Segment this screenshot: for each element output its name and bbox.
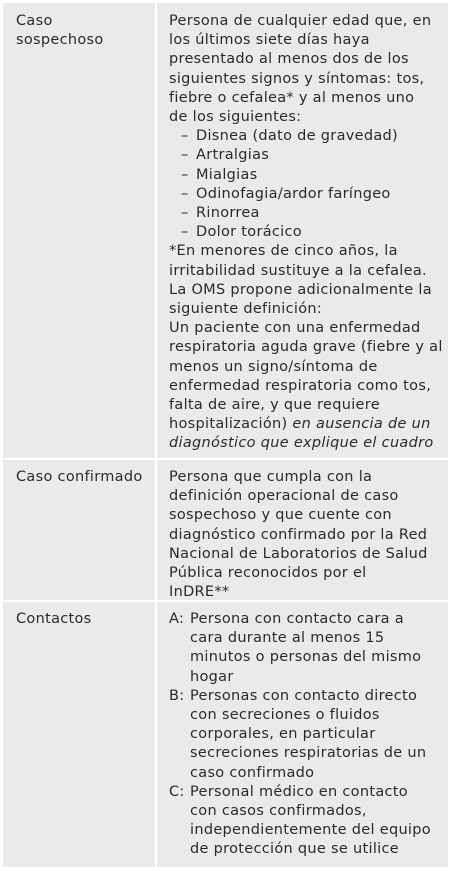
item-text: corporales, en particular	[190, 726, 376, 743]
text-line: los últimos siete días haya	[169, 32, 370, 49]
row-description	[169, 12, 445, 454]
row-label	[16, 468, 151, 487]
text-line: Pública reconocidos por el	[169, 565, 367, 582]
lettered-item-line	[169, 783, 445, 802]
row-label-line: Caso confirmado	[16, 469, 143, 485]
item-letter: B:	[169, 687, 185, 704]
item-text: cara durante al menos 15	[190, 630, 385, 647]
text-line: La OMS propone adicionalmente la	[169, 281, 432, 298]
text-line: menos un signo/síntoma de	[169, 358, 378, 375]
table-row-caso-confirmado	[3, 459, 448, 601]
symptom-text: Odinofagia/ardor faríngeo	[196, 185, 391, 202]
symptom-list-item	[169, 127, 445, 146]
text-line	[169, 415, 445, 434]
text-line: Nacional de Laboratorios de Salud	[169, 545, 428, 562]
item-letter: C:	[169, 783, 185, 800]
text-line: presentado al menos dos de los	[169, 51, 409, 68]
row-description	[169, 468, 445, 602]
text-line: Un paciente con una enfermedad	[169, 320, 421, 337]
table-row-caso-sospechoso	[3, 3, 448, 459]
symptom-list-item	[169, 223, 445, 242]
symptom-text: Dolor torácico	[196, 224, 302, 241]
row-label-line: sospechoso	[16, 32, 104, 49]
item-text: de protección que se utilice	[190, 841, 399, 858]
lettered-item-line	[169, 687, 445, 706]
text-line: diagnóstico confirmado por la Red	[169, 526, 428, 543]
item-text: con secreciones o fluidos	[190, 707, 380, 724]
item-text: Persona con contacto cara a	[190, 611, 404, 627]
symptom-list-item	[169, 166, 445, 185]
text-line: falta de aire, y que requiere	[169, 397, 380, 414]
italic-text-segment: diagnóstico que explique el cuadro	[169, 435, 434, 452]
item-text: con casos confirmados,	[190, 803, 367, 820]
symptom-list-item	[169, 204, 445, 223]
text-line: respiratoria aguda grave (fiebre y al	[169, 339, 443, 356]
row-label	[16, 12, 151, 50]
footnote-line: irritabilidad sustituye a la cefalea.	[169, 262, 427, 279]
row-label-line: Contactos	[16, 611, 92, 627]
footnote-line: *En menores de cinco años, la	[169, 243, 398, 260]
definitions-table	[3, 3, 448, 867]
text-line: definición operacional de caso	[169, 488, 399, 505]
symptom-text: Disnea (dato de gravedad)	[196, 128, 399, 145]
text-line	[169, 434, 445, 453]
item-text: Personas con contacto directo	[190, 687, 418, 704]
text-line: siguiente definición:	[169, 301, 323, 318]
text-line: fiebre o cefalea* y al menos uno	[169, 89, 415, 106]
item-text: Personal médico en contacto	[190, 783, 408, 800]
table-row-contactos	[3, 601, 448, 867]
dash-bullet: –	[181, 166, 189, 183]
italic-text-segment: en ausencia de un	[292, 416, 431, 433]
text-segment: hospitalización)	[169, 416, 293, 433]
row-label	[16, 610, 151, 629]
row-label-line: Caso	[16, 13, 53, 29]
item-text: hogar	[190, 668, 234, 685]
item-letter: A:	[169, 611, 185, 627]
dash-bullet: –	[181, 224, 189, 241]
dash-bullet: –	[181, 205, 189, 222]
text-line: siguientes signos y síntomas: tos,	[169, 70, 425, 87]
item-text: minutos o personas del mismo	[190, 649, 422, 666]
lettered-item-line	[169, 610, 445, 629]
dash-bullet: –	[181, 185, 189, 202]
text-line: Persona que cumpla con la	[169, 469, 373, 485]
symptom-list-item	[169, 185, 445, 204]
symptom-list-item	[169, 146, 445, 165]
text-line: InDRE**	[169, 584, 230, 601]
text-line: sospechoso y que cuente con	[169, 507, 392, 524]
item-text: caso confirmado	[190, 764, 315, 781]
symptom-text: Mialgias	[196, 166, 258, 183]
dash-bullet: –	[181, 147, 189, 164]
text-line: Persona de cualquier edad que, en	[169, 13, 432, 29]
text-line: enfermedad respiratoria como tos,	[169, 377, 432, 394]
text-line: de los siguientes:	[169, 109, 302, 126]
symptom-text: Artralgias	[196, 147, 270, 164]
row-description	[169, 610, 445, 860]
item-text: secreciones respiratorias de un	[190, 745, 427, 762]
dash-bullet: –	[181, 128, 189, 145]
symptom-text: Rinorrea	[196, 205, 260, 222]
item-text: independientemente del equipo	[190, 822, 431, 839]
